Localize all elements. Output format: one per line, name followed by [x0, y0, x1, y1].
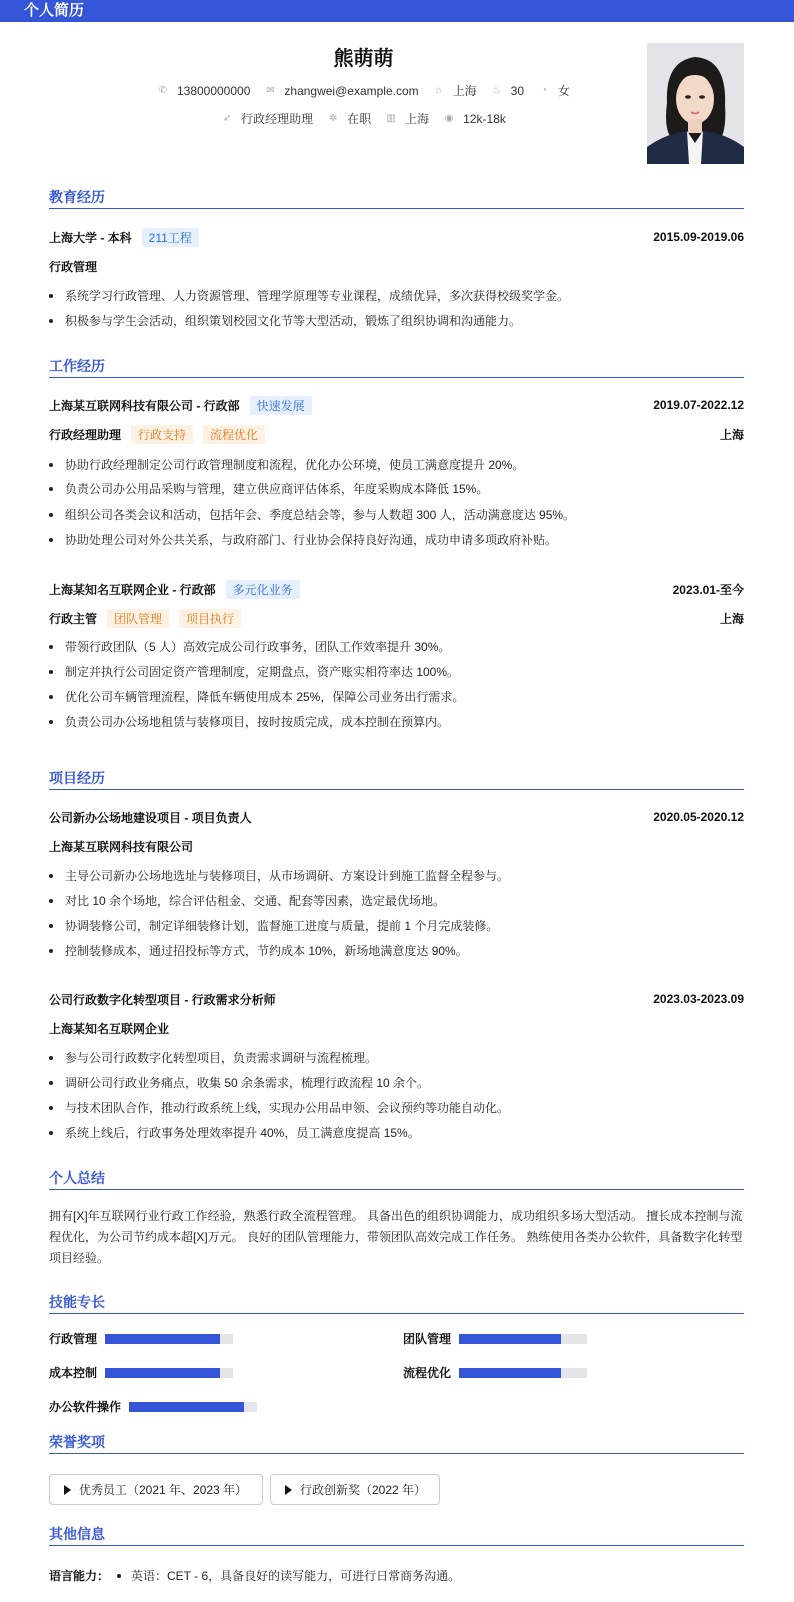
list-item: 积极参与学生会活动，组织策划校园文化节等大型活动，锻炼了组织协调和沟通能力。 — [49, 312, 744, 329]
play-icon — [64, 1485, 71, 1495]
project-org-row — [49, 1020, 744, 1036]
salary-item — [443, 112, 506, 126]
project-header-row — [49, 808, 744, 826]
status-text: 在职 — [347, 112, 372, 126]
send-icon: ➶ — [222, 112, 232, 124]
skill-item: 团队管理 — [403, 1330, 587, 1347]
home-icon: ⌂ — [435, 84, 442, 96]
salary-text: 12k-18k — [463, 111, 506, 126]
work-section — [49, 356, 744, 378]
profile-photo — [647, 43, 744, 164]
bullet-dot — [117, 1574, 121, 1578]
other-label: 语言能力： — [49, 1569, 110, 1583]
target-city-item — [385, 110, 429, 127]
list-item: 协助行政经理制定公司行政管理制度和流程，优化办公环境，使员工满意度提升 20%。 — [49, 456, 744, 473]
status-item — [327, 110, 371, 127]
role-row — [49, 425, 744, 443]
honors-title: 荣誉奖项 — [49, 1432, 744, 1454]
job-date: 2023.01-至今 — [672, 582, 744, 597]
honor-item[interactable]: 行政创新奖（2022 年） — [270, 1474, 440, 1505]
list-item: 组织公司各类会议和活动，包括年会、季度总结会等，参与人数超 300 人，活动满意度达 95%。 — [49, 506, 744, 523]
projects-title: 项目经历 — [49, 768, 744, 790]
candidate-name: 熊萌萌 — [333, 48, 394, 70]
skill-bar — [105, 1368, 233, 1378]
city-item — [433, 82, 477, 99]
role-tag: 团队管理 — [107, 609, 169, 628]
work-title: 工作经历 — [49, 356, 744, 378]
project-date: 2020.05-2020.12 — [653, 810, 744, 824]
honor-item[interactable]: 优秀员工（2021 年、2023 年） — [49, 1474, 263, 1505]
age-text: 30 — [510, 83, 525, 98]
skill-bar — [129, 1402, 257, 1412]
role-name: 行政经理助理 — [49, 427, 122, 442]
education-title: 教育经历 — [49, 187, 744, 209]
role-row — [49, 609, 744, 627]
summary-title: 个人总结 — [49, 1168, 744, 1190]
job-location: 上海 — [719, 611, 744, 626]
contact-info-row — [0, 82, 727, 99]
other-title: 其他信息 — [49, 1524, 744, 1546]
company-name: 上海某知名互联网企业 - 行政部 — [49, 582, 216, 597]
project-org-row — [49, 838, 744, 854]
skill-item: 成本控制 — [49, 1364, 233, 1381]
projects-section — [49, 768, 744, 790]
email-text[interactable]: zhangwei@example.com — [284, 83, 419, 98]
gender-text: 女 — [558, 84, 571, 98]
job-header-row — [49, 396, 744, 414]
major-row — [49, 258, 744, 274]
company-tag: 多元化业务 — [226, 580, 300, 599]
gender-item — [538, 82, 570, 99]
project-org: 上海某互联网科技有限公司 — [49, 839, 194, 854]
list-item: 系统学习行政管理、人力资源管理、管理学原理等专业课程，成绩优异，多次获得校级奖学金。 — [49, 287, 744, 304]
skill-bar — [459, 1334, 587, 1344]
role-tag: 流程优化 — [203, 425, 265, 444]
list-item: 协调装修公司，制定详细装修计划，监督施工进度与质量，提前 1 个月完成装修。 — [49, 917, 744, 934]
project-name: 公司行政数字化转型项目 - 行政需求分析师 — [49, 992, 276, 1007]
list-item: 系统上线后，行政事务处理效率提升 40%，员工满意度提高 15%。 — [49, 1124, 744, 1141]
mail-icon: ✉ — [266, 84, 275, 96]
school-tag: 211工程 — [142, 228, 199, 247]
honors-section — [49, 1432, 744, 1454]
list-item: 负责公司办公场地租赁与装修项目，按时按质完成，成本控制在预算内。 — [49, 713, 744, 730]
phone-item — [157, 84, 250, 98]
skill-item: 办公软件操作 — [49, 1398, 257, 1415]
job-date: 2019.07-2022.12 — [653, 398, 744, 412]
list-item: 调研公司行政业务痛点，收集 50 余条需求，梳理行政流程 10 余个。 — [49, 1074, 744, 1091]
list-item: 负责公司办公用品采购与管理，建立供应商评估体系，年度采购成本降低 15%。 — [49, 480, 744, 497]
project-name: 公司新办公场地建设项目 - 项目负责人 — [49, 810, 252, 825]
other-section — [49, 1524, 744, 1546]
skill-bar — [459, 1368, 587, 1378]
skill-item: 流程优化 — [403, 1364, 587, 1381]
list-item: 控制装修成本，通过招投标等方式，节约成本 10%，新场地满意度达 90%。 — [49, 942, 744, 959]
phone-icon: ✆ — [158, 84, 168, 96]
list-item: 与技术团队合作，推动行政系统上线，实现办公用品申领、会议预约等功能自动化。 — [49, 1099, 744, 1116]
city-text: 上海 — [452, 84, 477, 98]
skills-section — [49, 1292, 744, 1314]
role-name: 行政主管 — [49, 611, 98, 626]
education-header-row — [49, 228, 744, 246]
position-item — [221, 110, 313, 127]
school-name: 上海大学 - 本科 — [49, 230, 132, 245]
money-icon: ◉ — [444, 112, 454, 124]
list-item: 主导公司新办公场地选址与装修项目，从市场调研、方案设计到施工监督全程参与。 — [49, 867, 744, 884]
target-city-text: 上海 — [405, 112, 430, 126]
job-intent-row — [0, 110, 727, 127]
skill-bar — [105, 1334, 233, 1344]
position-text: 行政经理助理 — [241, 112, 314, 126]
portrait-illustration — [647, 43, 744, 164]
building-icon: ▥ — [386, 112, 396, 124]
list-item: 参与公司行政数字化转型项目，负责需求调研与流程梳理。 — [49, 1049, 744, 1066]
skill-item: 行政管理 — [49, 1330, 233, 1347]
list-item: 优化公司车辆管理流程，降低车辆使用成本 25%，保障公司业务出行需求。 — [49, 688, 744, 705]
other-value: 英语：CET - 6，具备良好的读写能力，可进行日常商务沟通。 — [131, 1569, 461, 1583]
gear-icon: ✲ — [328, 112, 338, 124]
cake-icon: ♨ — [492, 84, 502, 96]
company-name: 上海某互联网科技有限公司 - 行政部 — [49, 398, 240, 413]
phone-text: 13800000000 — [176, 83, 251, 98]
project-header-row — [49, 990, 744, 1008]
play-icon — [285, 1485, 292, 1495]
role-tag: 行政支持 — [131, 425, 193, 444]
age-item — [491, 84, 524, 98]
education-section — [49, 187, 744, 209]
major-text: 行政管理 — [49, 259, 98, 274]
job-location: 上海 — [719, 427, 744, 442]
summary-section — [49, 1168, 744, 1190]
skills-title: 技能专长 — [49, 1292, 744, 1314]
project-org: 上海某知名互联网企业 — [49, 1021, 170, 1036]
summary-text: 拥有[X]年互联网行业行政工作经验，熟悉行政全流程管理。 具备出色的组织协调能力，成功组织多场大型活动。 擅长成本控制与流程优化，为公司节约成本超[X]万元。 良好的团队管理能力，带领团队高效完成工作任务。 熟练使用各类办公软件，具备数字化转型项目经验。 — [49, 1209, 743, 1265]
list-item: 制定并执行公司固定资产管理制度，定期盘点，资产账实相符率达 100%。 — [49, 663, 744, 680]
job-header-row — [49, 580, 744, 598]
education-date: 2015.09-2019.06 — [653, 230, 744, 244]
list-item: 带领行政团队（5 人）高效完成公司行政事务，团队工作效率提升 30%。 — [49, 638, 744, 655]
list-item: 对比 10 余个场地，综合评估租金、交通、配套等因素，选定最优场地。 — [49, 892, 744, 909]
company-tag: 快速发展 — [250, 396, 312, 415]
resume-header-bar: 个人简历 — [0, 0, 794, 22]
email-item[interactable] — [264, 84, 418, 98]
gender-icon: ◔ — [540, 84, 548, 96]
role-tag: 项目执行 — [179, 609, 241, 628]
list-item: 协助处理公司对外公共关系，与政府部门、行业协会保持良好沟通，成功申请多项政府补贴。 — [49, 531, 744, 548]
other-info-row — [49, 1567, 460, 1584]
project-date: 2023.03-2023.09 — [653, 992, 744, 1006]
